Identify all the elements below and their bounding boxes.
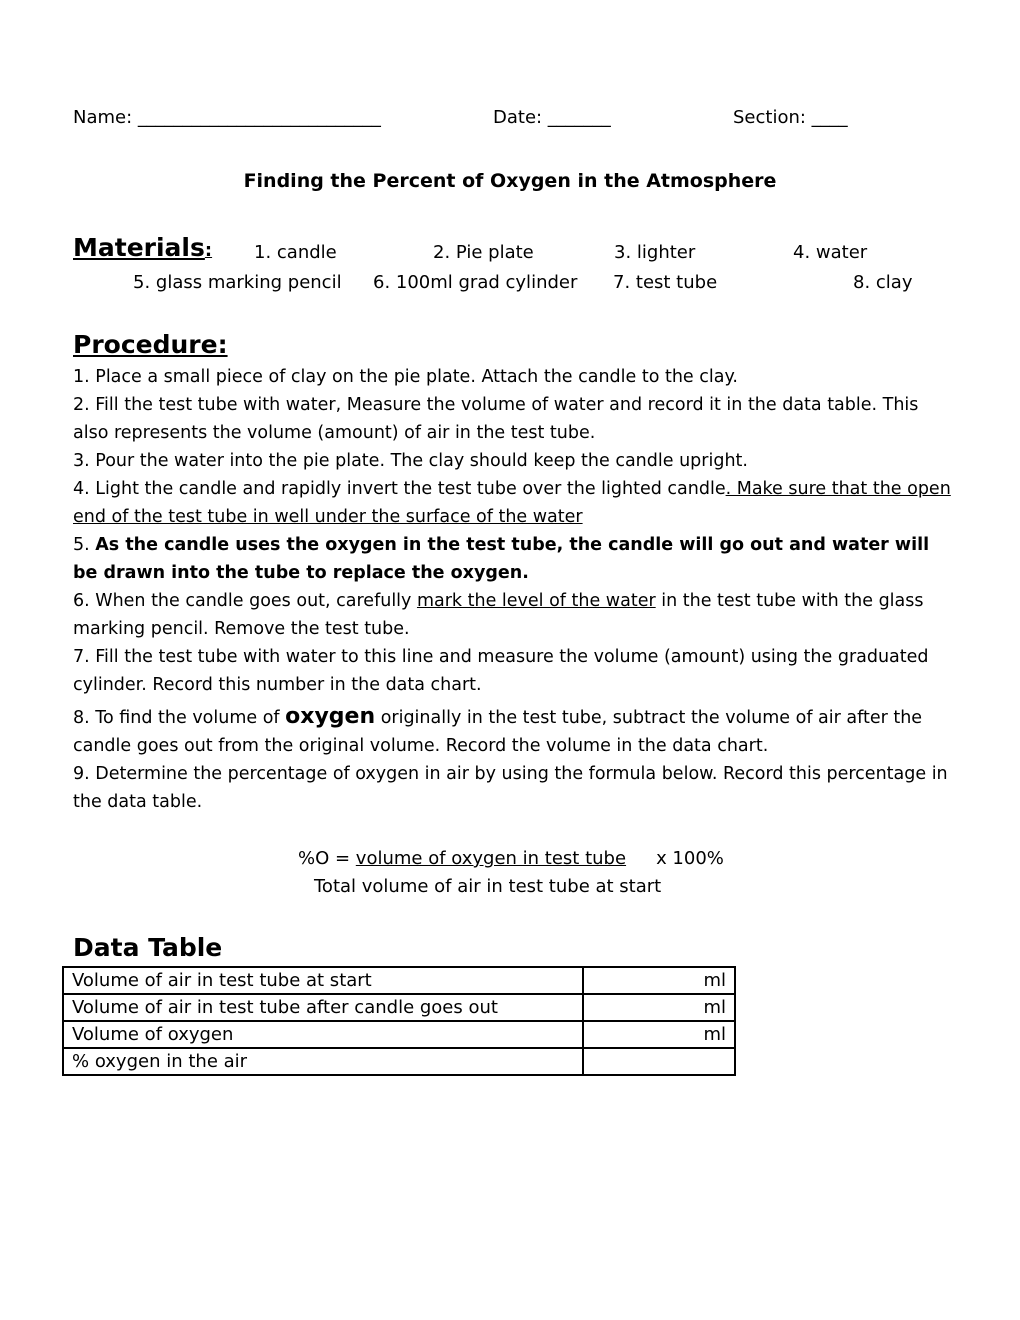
table-row [63, 1021, 735, 1048]
material-item: 4. water [793, 242, 868, 263]
table-row [63, 1048, 735, 1075]
procedure-step-3: 3. Pour the water into the pie plate. The clay should keep the candle upright. [73, 451, 748, 471]
materials-heading: Materials: [73, 233, 213, 262]
name-field: Name: ___________________________ [73, 107, 381, 128]
material-item: 6. 100ml grad cylinder [373, 272, 578, 293]
procedure-step-4: 4. Light the candle and rapidly invert the test tube over the lighted candle. Make sure that the open end of the test tube in well under the surface of the water [73, 479, 951, 527]
material-item: 1. candle [254, 242, 337, 263]
material-item: 3. lighter [614, 242, 696, 263]
procedure-step-6: 6. When the candle goes out, carefully mark the level of the water in the test tube with the glass marking pencil. Remove the test tube. [73, 591, 924, 639]
data-table [62, 966, 736, 1076]
row-value-cell[interactable]: ml [583, 994, 735, 1021]
procedure-step-1: 1. Place a small piece of clay on the pie plate. Attach the candle to the clay. [73, 367, 738, 387]
formula-denominator: Total volume of air in test tube at start [314, 876, 662, 897]
row-label: Volume of air in test tube after candle goes out [63, 994, 583, 1021]
worksheet-page: Name: ___________________________ Date: _______ Section: ____ Finding the Percent of Oxygen in the Atmosphere Materials: 1. candle 2. Pie plate 3. lighter 4. water 5. glass marking pencil 6. 100ml grad cylinder 7. test tube 8. clay Procedure: 1. Place a small piece of clay on the pie plate. Attach the candle to the clay. 2. Fill the test tube with water, Measure the volume of water and record it in the data table. This also represents the volume (amount) of air in the test tube. 3. Pour the water into the pie plate. The clay should keep the candle upright. 4. Light the candle and rapidly invert the test tube over the lighted candle. Make sure that the open end of the test tube in well under the surface of the water 5. As the candle uses the oxygen in the test tube, the candle will go out and water will be drawn into the tube to replace the oxygen. 6. When the candle goes out, carefully mark the level of the water in the test tube with the glass marking pencil. Remove the test tube. 7. Fill the test tube with water to this line and measure the volume (amount) using the graduated cylinder. Record this number in the data chart. 8. To find the volume of oxygen originally in the test tube, subtract the volume of air after the candle goes out from the original volume. Record the volume in the data chart. 9. Determine the percentage of oxygen in air by using the formula below. Record this percentage in the data table. %O = volume of oxygen in test tube x 100% Total volume of air in test tube at start Data Table Volume of air in test tube at start ml Volume of air in test tube after candle goes out ml Volume of oxygen ml % oxygen in the air [0, 0, 1020, 1320]
section-field: Section: ____ [733, 107, 848, 128]
table-row [63, 994, 735, 1021]
material-item: 7. test tube [613, 272, 718, 293]
table-row [63, 967, 735, 994]
row-value-cell[interactable]: ml [583, 967, 735, 994]
material-item: 5. glass marking pencil [133, 272, 342, 293]
procedure-step-5: 5. As the candle uses the oxygen in the test tube, the candle will go out and water will be drawn into the tube to replace the oxygen. [73, 535, 930, 583]
date-field: Date: _______ [493, 107, 611, 128]
row-label: Volume of air in test tube at start [63, 967, 583, 994]
row-label: Volume of oxygen [63, 1021, 583, 1048]
data-table-heading: Data Table [73, 933, 223, 962]
procedure-steps [73, 363, 953, 816]
row-label: % oxygen in the air [63, 1048, 583, 1075]
procedure-step-2: 2. Fill the test tube with water, Measure the volume of water and record it in the data table. This also represents the volume (amount) of air in the test tube. [73, 395, 919, 443]
row-value-cell[interactable]: ml [583, 1021, 735, 1048]
procedure-step-9: 9. Determine the percentage of oxygen in air by using the formula below. Record this percentage in the data table. [73, 764, 948, 812]
procedure-step-8: 8. To find the volume of oxygen originally in the test tube, subtract the volume of air after the candle goes out from the original volume. Record the volume in the data chart. [73, 704, 923, 756]
procedure-step-7: 7. Fill the test tube with water to this line and measure the volume (amount) using the graduated cylinder. Record this number in the data chart. [73, 647, 929, 695]
page-title: Finding the Percent of Oxygen in the Atmosphere [243, 170, 777, 192]
material-item: 8. clay [853, 272, 913, 293]
row-value-cell[interactable] [583, 1048, 735, 1075]
procedure-heading: Procedure: [73, 330, 228, 359]
material-item: 2. Pie plate [433, 242, 534, 263]
